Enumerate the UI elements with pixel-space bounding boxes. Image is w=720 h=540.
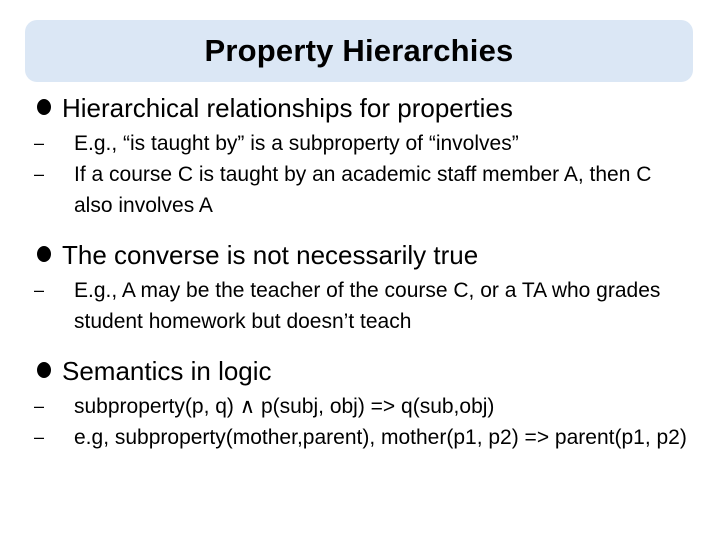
bullet-dot-icon [37, 246, 51, 262]
sub-bullet-item [34, 275, 694, 337]
sub-bullet-text: e.g, subproperty(mother,parent), mother(p1, p2) => parent(p1, p2) [74, 426, 687, 449]
sub-bullet-list [34, 128, 694, 221]
sub-bullet-item [34, 422, 694, 453]
slide-title-box [25, 20, 693, 82]
dash-icon: – [34, 133, 45, 153]
sub-bullet-item [34, 391, 694, 422]
bullet-text: Semantics in logic [62, 356, 272, 386]
bullet-item [34, 88, 694, 128]
sub-bullet-list [34, 391, 694, 453]
bullet-dot-icon [37, 362, 51, 378]
bullet-text: Hierarchical relationships for properties [62, 93, 513, 123]
sub-bullet-text: E.g., A may be the teacher of the course C, or a TA who grades student homework but doesn’t teach [74, 279, 661, 333]
sub-bullet-item [34, 128, 694, 159]
dash-icon: – [34, 396, 45, 416]
sub-bullet-item [34, 159, 694, 221]
bullet-dot-icon [37, 99, 51, 115]
slide-title: Property Hierarchies [204, 33, 514, 68]
dash-icon: – [34, 427, 45, 447]
sub-bullet-text: E.g., “is taught by” is a subproperty of “involves” [74, 132, 519, 155]
sub-bullet-text: subproperty(p, q) ∧ p(subj, obj) => q(sub,obj) [74, 395, 495, 418]
bullet-item [34, 235, 694, 275]
slide-content [34, 88, 694, 467]
sub-bullet-list [34, 275, 694, 337]
dash-icon: – [34, 280, 45, 300]
bullet-text: The converse is not necessarily true [62, 240, 479, 270]
dash-icon: – [34, 164, 45, 184]
bullet-item [34, 351, 694, 391]
sub-bullet-text: If a course C is taught by an academic staff member A, then C also involves A [74, 163, 652, 217]
